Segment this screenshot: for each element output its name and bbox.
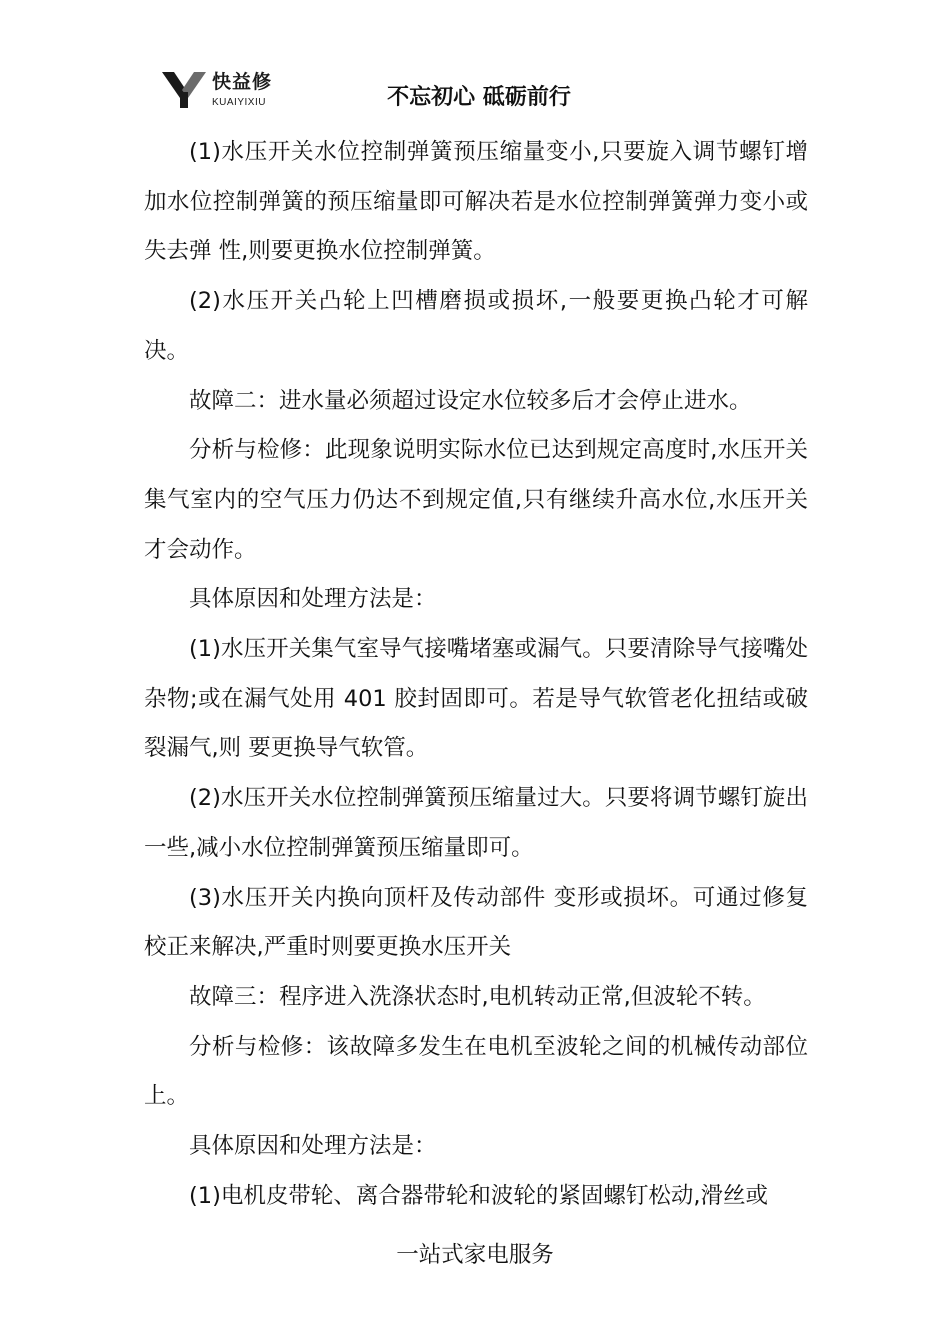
- page-header: [0, 66, 950, 126]
- paragraph: (1)电机皮带轮、离合器带轮和波轮的紧固螺钉松动,滑丝或: [189, 1182, 769, 1209]
- paragraph: (2)水压开关水位控制弹簧预压缩量过大。只要将调节螺钉旋出一些,减小水位控制弹簧预压缩量即可。: [144, 785, 808, 861]
- paragraph: (1)水压开关水位控制弹簧预压缩量变小,只要旋入调节螺钉增加水位控制弹簧的预压缩量即可解决若是水位控制弹簧弹力变小或失去弹 性,则要更换水位控制弹簧。: [144, 139, 808, 265]
- paragraph: (2)水压开关凸轮上凹槽磨损或损坏,一般要更换凸轮才可解决。: [144, 288, 808, 364]
- document-body: [144, 128, 808, 1221]
- logo-cn-text: 快益修: [212, 70, 273, 93]
- paragraph: 分析与检修：此现象说明实际水位已达到规定高度时,水压开关集气室内的空气压力仍达不到规定值,只有继续升高水位,水压开关才会动作。: [144, 437, 808, 563]
- logo-en-text: KUAIYIXIU: [212, 96, 266, 108]
- paragraph: 故障二：进水量必须超过设定水位较多后才会停止进水。: [189, 387, 752, 414]
- paragraph: 具体原因和处理方法是：: [189, 1133, 437, 1160]
- paragraph: (3)水压开关内换向顶杆及传动部件 变形或损坏。可通过修复校正来解决,严重时则要更换水压开关: [144, 884, 808, 961]
- page-title: 不忘初心 砥砺前行: [387, 85, 571, 110]
- page-footer: 一站式家电服务: [396, 1242, 554, 1268]
- paragraph: 具体原因和处理方法是：: [189, 586, 437, 613]
- paragraph: (1)水压开关集气室导气接嘴堵塞或漏气。只要清除导气接嘴处杂物;或在漏气处用 401 胶封固即可。若是导气软管老化扭结或破裂漏气,则 要更换导气软管。: [144, 636, 808, 762]
- paragraph: 故障三：程序进入洗涤状态时,电机转动正常,但波轮不转。: [189, 983, 766, 1010]
- paragraph: 分析与检修：该故障多发生在电机至波轮之间的机械传动部位上。: [144, 1033, 808, 1110]
